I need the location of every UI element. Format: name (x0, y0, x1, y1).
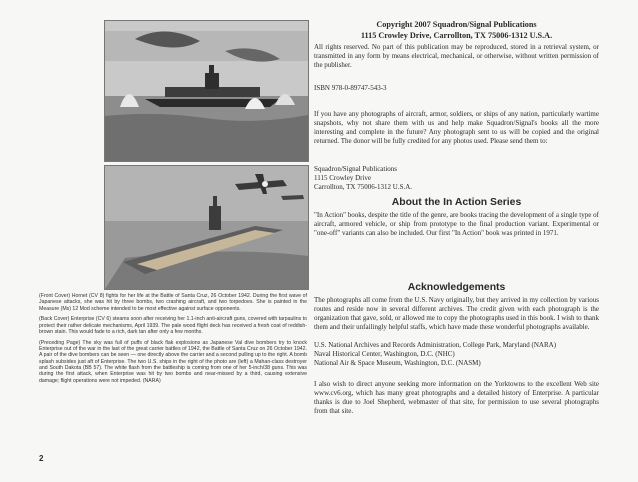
address-block (314, 165, 599, 192)
about-heading: About the In Action Series (391, 197, 522, 208)
address-street: 1115 Crowley Drive (314, 173, 372, 182)
source-item: National Air & Space Museum, Washington, D.C. (NASM) (314, 358, 481, 367)
copyright-line: Copyright 2007 Squadron/Signal Publications (376, 20, 537, 29)
caption-back-cover: (Back Cover) Enterprise (CV 6) steams soon after receiving her 1.1-inch anti-aircraft guns, covered with tarpaulins to protect their rather delicate mechanisms, April 1939. The pale wood flight deck has received a fresh coat of reddish-brown stain. This would fade to a rich, dark tan after only a few months. (39, 316, 307, 335)
closing-text: I also wish to direct anyone seeking more information on the Yorktowns to the excellent Web site www.cv6.org, which has many great photographs and a detailed history of Enterprise. A particular thanks is due to Joel Shepherd, webmaster of that site, for permission to use several photographs from that site. (314, 380, 599, 415)
source-item: Naval Historical Center, Washington, D.C. (NHC) (314, 349, 455, 358)
page-number: 2 (39, 454, 44, 463)
acknowledgements-text: The photographs all come from the U.S. Navy originally, but they arrived in my collection by various routes and reside now in several different archives. The credit given with each photograph is the organization that gave, sold, or allowed me to copy the photographs used in this book. I wish to thank them and their unfailingly helpful staffs, which have made these wonderful photographs available. (314, 296, 599, 331)
back-cover-painting (104, 165, 309, 290)
address-name: Squadron/Signal Publications (314, 165, 398, 173)
cover-captions (39, 293, 307, 388)
caption-preceding-page: (Preceding Page) The sky was full of puffs of black flak explosions as Japanese Val dive bombers try to knock Enterprise out of the war in the last of the great carrier battles of 1942, the Battle of Santa Cruz on 26 October 1942. A pair of the dive bombers can be seen — one directly above the carrier and a second pulling up to the right. A bomb splash subsides just aft of Enterprise. The two U.S. ships in the right of the photo are (left) a Mahan-class destroyer and South Dakota (BB 57). The white flash from the battleship is coming from one of her 5-inch/38 guns. This was during the first attack, when Enterprise was hit by two bombs and near-missed by a third, causing extensive damage; flight operations were not impeded. (NARA) (39, 339, 307, 384)
archive-sources (314, 341, 599, 368)
caption-front-cover: (Front Cover) Hornet (CV 8) fights for her life at the Battle of Santa Cruz, 26 October 1942. During the first wave of Japanese attacks, she was hit by three bombs, two crashing aircraft, and two torpedoes. She is painted in the Measure (Ms) 12 Mod scheme intended to be most effective against surface opponents. (39, 293, 307, 312)
acknowledgements-heading: Acknowledgements (407, 282, 506, 293)
isbn: ISBN 978-0-89747-543-3 (314, 84, 387, 92)
rights-notice: All rights reserved. No part of this publication may be reproduced, stored in a retrieval system, or transmitted in any form by means electrical, mechanical, or otherwise, without written permission of the publisher. (314, 43, 599, 69)
about-text: "In Action" books, despite the title of the genre, are books tracing the development of a single type of aircraft, armored vehicle, or ship from prototype to the final production variant. Experimental or "one-off" variants can also be included. Our first "In Action" book was printed in 1971. (314, 211, 599, 237)
front-cover-painting (104, 20, 309, 162)
address-city: Carrollton, TX 75006-1312 U.S.A. (314, 182, 413, 191)
source-item: U.S. National Archives and Records Administration, College Park, Maryland (NARA) (314, 341, 557, 349)
photo-request-text: If you have any photographs of aircraft, armor, soldiers, or ships of any nation, particularly wartime snapshots, why not share them with us and help make Squadron/Signal's books all the more interesting and complete in the future? Any photograph sent to us will be copied and the original returned. The donor will be fully credited for any photos used. Please send them to: (314, 110, 599, 145)
publisher-address-line: 1115 Crowley Drive, Carrollton, TX 75006-1312 U.S.A. (360, 31, 553, 40)
